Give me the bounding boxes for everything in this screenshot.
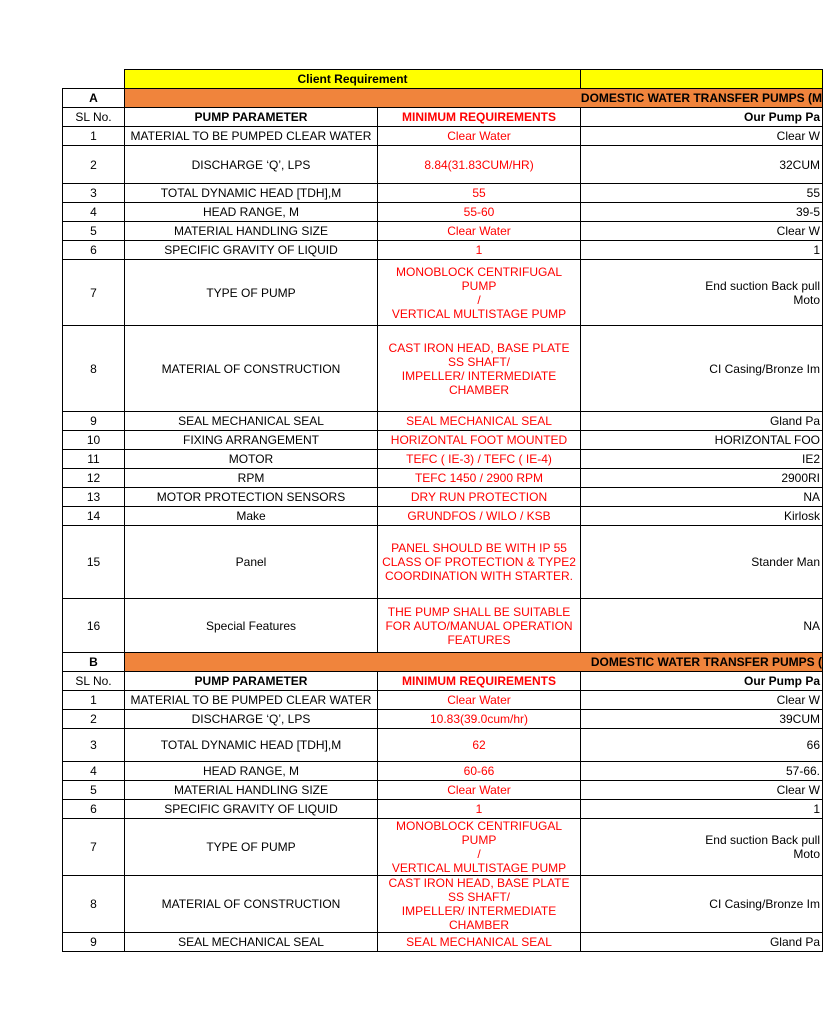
parameter-cell: TYPE OF PUMP — [125, 260, 378, 326]
section_a-label: A — [63, 89, 125, 108]
our-pump-cell: 55 — [581, 184, 823, 203]
client-requirement-row — [63, 70, 823, 89]
section_b-header-row — [63, 653, 823, 672]
parameter-cell: SPECIFIC GRAVITY OF LIQUID — [125, 800, 378, 819]
sl-no-cell: 2 — [63, 710, 125, 729]
requirement-cell: 60-66 — [378, 762, 581, 781]
parameter-cell: HEAD RANGE, M — [125, 203, 378, 222]
sl-no-cell: 13 — [63, 488, 125, 507]
sl-no-cell: 14 — [63, 507, 125, 526]
sl-no-cell: 9 — [63, 933, 125, 952]
sl-no-cell: 16 — [63, 599, 125, 653]
sl-no-cell: 6 — [63, 800, 125, 819]
requirement-cell: 62 — [378, 729, 581, 762]
our-pump-cell: HORIZONTAL FOO — [581, 431, 823, 450]
our-pump-cell: IE2 — [581, 450, 823, 469]
sl-no-cell: 8 — [63, 326, 125, 412]
our-pump-cell: 32CUM — [581, 146, 823, 184]
parameter-cell: MATERIAL HANDLING SIZE — [125, 781, 378, 800]
sl-no-cell: 4 — [63, 203, 125, 222]
sl-no-cell: 1 — [63, 691, 125, 710]
our-pump-cell: CI Casing/Bronze Im — [581, 876, 823, 933]
table-row — [63, 241, 823, 260]
requirement-cell: 55-60 — [378, 203, 581, 222]
parameter-cell: SPECIFIC GRAVITY OF LIQUID — [125, 241, 378, 260]
parameter-cell: HEAD RANGE, M — [125, 762, 378, 781]
column-sl-no: SL No. — [63, 108, 125, 127]
our-pump-cell: 39CUM — [581, 710, 823, 729]
our-pump-cell: 2900RI — [581, 469, 823, 488]
parameter-cell: MATERIAL TO BE PUMPED CLEAR WATER — [125, 691, 378, 710]
table-row — [63, 146, 823, 184]
requirement-cell: Clear Water — [378, 691, 581, 710]
requirement-cell: 1 — [378, 241, 581, 260]
our-pump-cell: Clear W — [581, 781, 823, 800]
parameter-cell: TOTAL DYNAMIC HEAD [TDH],M — [125, 729, 378, 762]
requirement-cell: PANEL SHOULD BE WITH IP 55 CLASS OF PROTECTION & TYPE2 COORDINATION WITH STARTER. — [378, 526, 581, 599]
sl-no-cell: 9 — [63, 412, 125, 431]
our-pump-cell: End suction Back pull Moto — [581, 260, 823, 326]
our-pump-cell: Clear W — [581, 691, 823, 710]
sl-no-cell: 1 — [63, 127, 125, 146]
table-row — [63, 710, 823, 729]
section_a-header-row — [63, 89, 823, 108]
table-row — [63, 800, 823, 819]
table-row — [63, 876, 823, 933]
parameter-cell: Make — [125, 507, 378, 526]
our-pump-cell: Gland Pa — [581, 412, 823, 431]
client-requirement-continuation — [581, 70, 823, 89]
table-row — [63, 781, 823, 800]
column-sl-no: SL No. — [63, 672, 125, 691]
requirement-cell: TEFC 1450 / 2900 RPM — [378, 469, 581, 488]
section_b-column-header-row — [63, 672, 823, 691]
parameter-cell: DISCHARGE ‘Q’, LPS — [125, 146, 378, 184]
table-row — [63, 729, 823, 762]
requirement-cell: SEAL MECHANICAL SEAL — [378, 412, 581, 431]
parameter-cell: SEAL MECHANICAL SEAL — [125, 412, 378, 431]
table-row — [63, 222, 823, 241]
requirement-cell: 1 — [378, 800, 581, 819]
client-requirement-header: Client Requirement — [125, 70, 581, 89]
sl-no-cell: 11 — [63, 450, 125, 469]
spec-sheet — [62, 69, 823, 952]
table-row — [63, 488, 823, 507]
requirement-cell: Clear Water — [378, 781, 581, 800]
our-pump-cell: Gland Pa — [581, 933, 823, 952]
table-row — [63, 762, 823, 781]
table-row — [63, 526, 823, 599]
requirement-cell: CAST IRON HEAD, BASE PLATE SS SHAFT/ IMPELLER/ INTERMEDIATE CHAMBER — [378, 326, 581, 412]
parameter-cell: Special Features — [125, 599, 378, 653]
column-minimum-requirements: MINIMUM REQUIREMENTS — [378, 108, 581, 127]
our-pump-cell: NA — [581, 488, 823, 507]
requirement-cell: CAST IRON HEAD, BASE PLATE SS SHAFT/ IMPELLER/ INTERMEDIATE CHAMBER — [378, 876, 581, 933]
parameter-cell: MATERIAL OF CONSTRUCTION — [125, 876, 378, 933]
sl-no-cell: 2 — [63, 146, 125, 184]
parameter-cell: DISCHARGE ‘Q’, LPS — [125, 710, 378, 729]
parameter-cell: FIXING ARRANGEMENT — [125, 431, 378, 450]
parameter-cell: MATERIAL OF CONSTRUCTION — [125, 326, 378, 412]
table-row — [63, 203, 823, 222]
table-row — [63, 469, 823, 488]
requirement-cell: HORIZONTAL FOOT MOUNTED — [378, 431, 581, 450]
column-our-pump: Our Pump Pa — [581, 672, 823, 691]
requirement-cell: MONOBLOCK CENTRIFUGAL PUMP / VERTICAL MULTISTAGE PUMP — [378, 260, 581, 326]
column-pump-parameter: PUMP PARAMETER — [125, 672, 378, 691]
table-row — [63, 599, 823, 653]
table-row — [63, 431, 823, 450]
sl-no-cell: 5 — [63, 781, 125, 800]
table-row — [63, 326, 823, 412]
our-pump-cell: End suction Back pull Moto — [581, 819, 823, 876]
requirement-cell: Clear Water — [378, 222, 581, 241]
our-pump-cell: NA — [581, 599, 823, 653]
requirement-cell: GRUNDFOS / WILO / KSB — [378, 507, 581, 526]
our-pump-cell: 39-5 — [581, 203, 823, 222]
sl-no-cell: 5 — [63, 222, 125, 241]
our-pump-cell: CI Casing/Bronze Im — [581, 326, 823, 412]
sl-no-cell: 8 — [63, 876, 125, 933]
table-row — [63, 260, 823, 326]
sl-no-cell: 6 — [63, 241, 125, 260]
section_b-label: B — [63, 653, 125, 672]
parameter-cell: TYPE OF PUMP — [125, 819, 378, 876]
sl-no-cell: 10 — [63, 431, 125, 450]
our-pump-cell: Kirlosk — [581, 507, 823, 526]
sl-no-cell: 15 — [63, 526, 125, 599]
table-row — [63, 450, 823, 469]
section_b-title: DOMESTIC WATER TRANSFER PUMPS ( — [125, 653, 823, 672]
requirement-cell: 55 — [378, 184, 581, 203]
requirement-cell: 8.84(31.83CUM/HR) — [378, 146, 581, 184]
parameter-cell: MATERIAL HANDLING SIZE — [125, 222, 378, 241]
our-pump-cell: 1 — [581, 241, 823, 260]
our-pump-cell: 1 — [581, 800, 823, 819]
requirement-cell: THE PUMP SHALL BE SUITABLE FOR AUTO/MANUAL OPERATION FEATURES — [378, 599, 581, 653]
section_a-title: DOMESTIC WATER TRANSFER PUMPS (M — [125, 89, 823, 108]
requirement-cell: 10.83(39.0cum/hr) — [378, 710, 581, 729]
table-row — [63, 507, 823, 526]
requirement-cell: SEAL MECHANICAL SEAL — [378, 933, 581, 952]
our-pump-cell: Clear W — [581, 222, 823, 241]
sl-no-cell: 7 — [63, 819, 125, 876]
our-pump-cell: Stander Man — [581, 526, 823, 599]
column-our-pump: Our Pump Pa — [581, 108, 823, 127]
sl-no-cell: 4 — [63, 762, 125, 781]
parameter-cell: MOTOR PROTECTION SENSORS — [125, 488, 378, 507]
parameter-cell: RPM — [125, 469, 378, 488]
sl-no-cell: 12 — [63, 469, 125, 488]
table-row — [63, 933, 823, 952]
parameter-cell: MOTOR — [125, 450, 378, 469]
parameter-cell: SEAL MECHANICAL SEAL — [125, 933, 378, 952]
parameter-cell: TOTAL DYNAMIC HEAD [TDH],M — [125, 184, 378, 203]
requirement-cell: DRY RUN PROTECTION — [378, 488, 581, 507]
our-pump-cell: 66 — [581, 729, 823, 762]
table-row — [63, 819, 823, 876]
requirement-cell: MONOBLOCK CENTRIFUGAL PUMP / VERTICAL MULTISTAGE PUMP — [378, 819, 581, 876]
table-row — [63, 691, 823, 710]
parameter-cell: Panel — [125, 526, 378, 599]
section_a-column-header-row — [63, 108, 823, 127]
table-row — [63, 184, 823, 203]
sl-no-cell: 3 — [63, 184, 125, 203]
our-pump-cell: 57-66. — [581, 762, 823, 781]
pump-spec-table — [62, 69, 823, 952]
sl-no-cell: 7 — [63, 260, 125, 326]
column-minimum-requirements: MINIMUM REQUIREMENTS — [378, 672, 581, 691]
table-row — [63, 412, 823, 431]
parameter-cell: MATERIAL TO BE PUMPED CLEAR WATER — [125, 127, 378, 146]
our-pump-cell: Clear W — [581, 127, 823, 146]
requirement-cell: TEFC ( IE-3) / TEFC ( IE-4) — [378, 450, 581, 469]
column-pump-parameter: PUMP PARAMETER — [125, 108, 378, 127]
requirement-cell: Clear Water — [378, 127, 581, 146]
table-row — [63, 127, 823, 146]
sl-no-cell: 3 — [63, 729, 125, 762]
